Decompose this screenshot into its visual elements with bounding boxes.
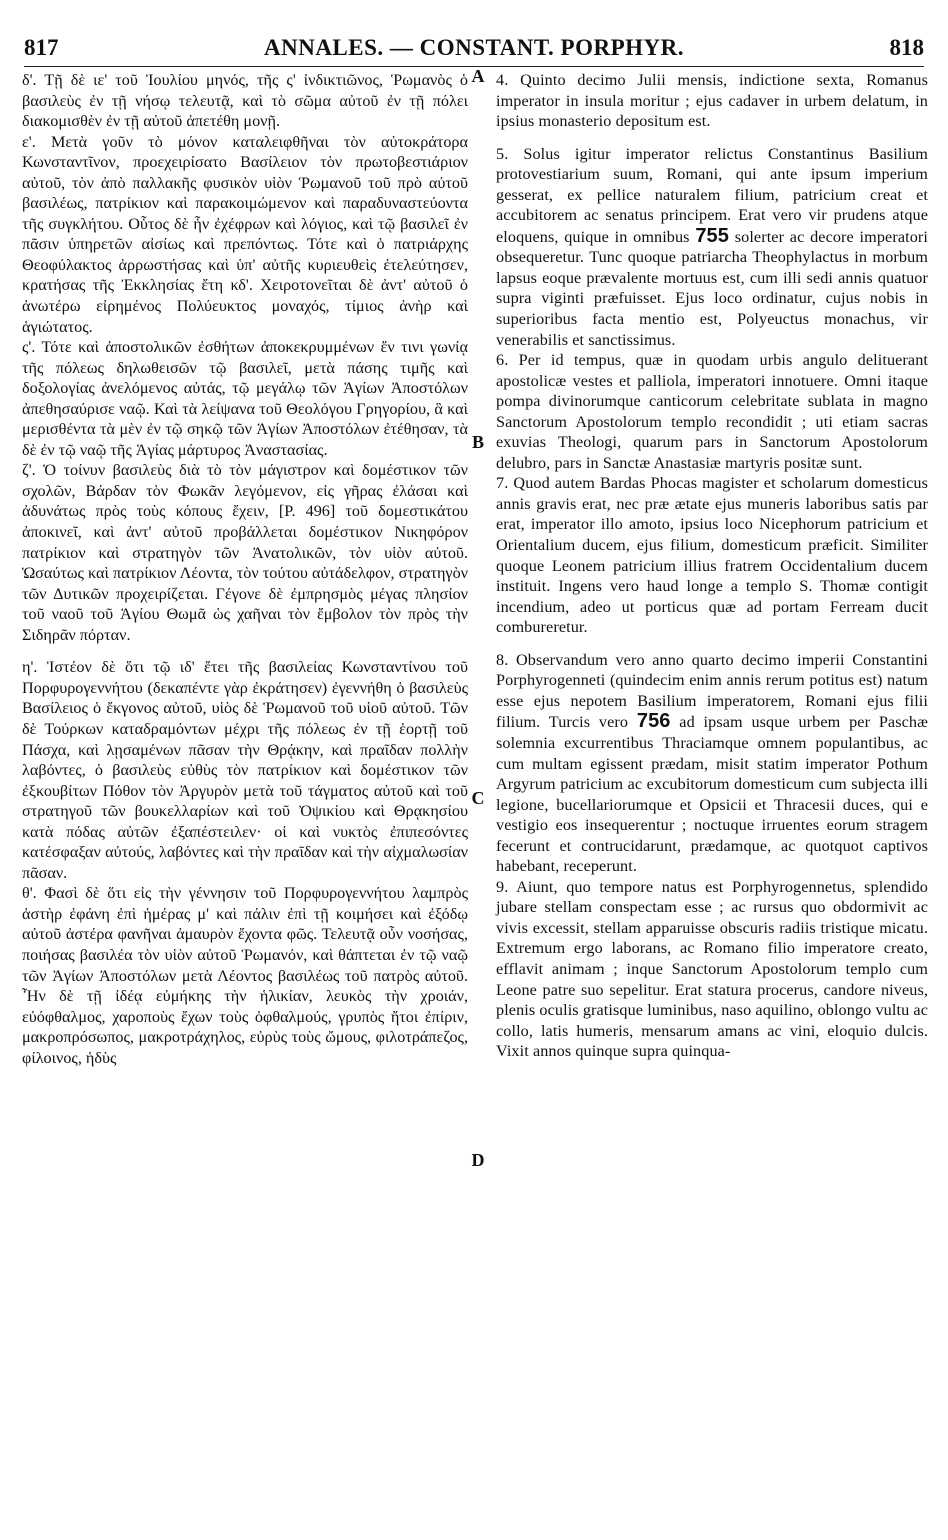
page-marker-756: 756 xyxy=(636,710,671,733)
greek-paragraph-9: θ'. Φασὶ δὲ ὅτι εἰς τὴν γέννησιν τοῦ Πορφυρογεννήτου λαμπρὸς ἀστὴρ ἐφάνη ἐπὶ ἡμέρας μ' καὶ πάλιν ἐπὶ τῇ κοιμήσει καὶ ἐξόδῳ αὐτοῦ ἀστέρα φανῆναι ἀμαυρὸν ἔχοντα φῶς. Τελευτᾷ οὖν νοσήσας, ποιήσας βασιλέα τὸν υἱὸν αὐτοῦ Ῥωμανόν, καὶ θάπτεται ἐν τῷ ναῷ τῶν Ἁγίων Ἀποστόλων μετὰ Λέοντος βασιλέως τοῦ πατρὸς αὐτοῦ. Ἦν δὲ τῇ ἰδέᾳ εὐμήκης τὴν ἡλικίαν, λευκὸς τὴν χροιάν, εὐόφθαλμος, χαροποὺς ἔχων τοὺς ὀφθαλμούς, γρυπὸς ἤτοι ἐπίριν, μακροπρόσωπος, μακροτράχηλος, εὐρὺς τοὺς ὤμους, φιλοτράπεζος, φίλοινος, ἡδὺς xyxy=(22,884,468,1067)
latin-paragraph-4: 4. Quinto decimo Julii mensis, indictione sexta, Romanus imperator in insula moritur ; ejus cadaver in urbem delatum, in ipsius monasterio depositum est. xyxy=(496,71,928,131)
greek-paragraph-4: δ'. Τῇ δὲ ιε' τοῦ Ἰουλίου μηνός, τῆς ς' ἰνδικτιῶνος, Ῥωμανὸς ὁ βασιλεὺς ἐν τῇ νήσῳ τελευτᾷ, καὶ τὸ σῶμα αὐτοῦ ἐν τῇ πόλει διακομισθὲν ἐν τῇ αὐτοῦ ἀπετέθη μονῇ. xyxy=(22,71,468,131)
latin-paragraph-6: 6. Per id tempus, quæ in quodam urbis angulo delituerant apostolicæ vestes et palliola, imperatori innotuere. Omni itaque pompa divinorumque canticorum celebritate sublata in magno Sanctorum Apostolorum templo recondidit ; uti etiam sacras exuvias Theologi, quarum pars in Sanctorum Apostolorum delubro, pars in Sanctæ Anastasiæ martyris positæ sunt. xyxy=(496,351,928,472)
latin-column xyxy=(496,70,928,1528)
latin-paragraph-9: 9. Aiunt, quo tempore natus est Porphyrogennetus, splendido jubare stellam conspectam esse ; ac rursus quo obdormivit ac vivis excessit, stellam apparuisse obscuris radiis tristique micatu. Extremum ergo laborans, ac Romano filio imperatore creato, efflavit animam ; inque Sanctorum Apostolorum templo cum Leone patre suo sepelitur. Erat statura procerus, candore niveus, plenis oculis gratisque luminibus, naso aquilino, oblongo vultu ac collo, latis humeris, mensarum amans ac vini, eloquio dulcis. Vixit annos quinque supra quinqua- xyxy=(496,877,928,1061)
margin-letter-b: B xyxy=(471,432,484,452)
page-marker-755: 755 xyxy=(695,224,729,247)
latin-paragraph-5-text: 5. Solus igitur imperator relictus Constantinus Basilium protovestiarium suum, Romani, qui ante ipsum imperium gesserat, ex pellice naturalem filium, patricium creat et accubitorem ac senatus principem. Erat vero vir prudens atque eloquens, quique in omnibus xyxy=(496,144,928,246)
running-title: ANNALES. — CONSTANT. PORPHYR. xyxy=(263,35,684,60)
latin-paragraph-8-text: 8. Observandum vero anno quarto decimo imperii Constantini Porphyrogenneti (quindecim enim annis rerum potitus est) natum esse ejus nepotem Basilium imperatorem, Romani ejus filii filium. Turcis vero xyxy=(496,650,928,732)
greek-paragraph-5: ε'. Μετὰ γοῦν τὸ μόνον καταλειφθῆναι τὸν αὐτοκράτορα Κωνσταντῖνον, προεχειρίσατο Βασίλειον τὸν πρωτοβεστιάριον αὐτοῦ, τὸν ἀπὸ παλλακῆς φυσικὸν υἱὸν Ῥωμανοῦ τοῦ πρὸ αὐτοῦ βασιλέως, πατρίκιον καὶ παρακοιμώμενον καὶ παραδυναστεύοντα τῆς συγκλήτου. Οὗτος δὲ ἦν ἐχέφρων καὶ λόγιος, καὶ τῷ βασιλεῖ ἐν πᾶσιν ὑπηρετῶν αἰσίως καὶ πρεπόντως. Τότε καὶ ὁ πατριάρχης Θεοφύλακτος ἀρρωστήσας καὶ ὑπ' αὐτῆς κυριευθεὶς ἐτελεύτησεν, κρατήσας τῆς Ἐκκλησίας ἔτη κδ'. Χειροτονεῖται δὲ ἀντ' αὐτοῦ ὁ ἀνωτέρω εἰρημένος Πολύευκτος μοναχός, τίμιος ἀνὴρ καὶ ἁγιώτατος. xyxy=(22,132,468,336)
latin-paragraph-8 xyxy=(496,650,928,877)
running-header xyxy=(24,30,924,67)
latin-paragraph-5-cont: solerter ac decore imperatori obsequeretur. Tunc quoque patriarcha Theophylactus in morbum lapsus eoque prævalente mortuus est, cum illi sedi annis quatuor supra viginti præfuisset. Ejus loco ordinatur, cujus nobis in superioribus facta mentio est, Polyeuctus monachus, vir venerabilis et sanctissimus. xyxy=(496,227,928,349)
left-page-number: 817 xyxy=(24,35,59,60)
latin-paragraph-5 xyxy=(496,144,928,350)
right-page-number: 818 xyxy=(889,35,924,60)
margin-letter-d: D xyxy=(471,1150,485,1170)
greek-column xyxy=(22,70,468,1528)
margin-letter-a: A xyxy=(471,66,485,86)
greek-paragraph-8: η'. Ἰστέον δὲ ὅτι τῷ ιδ' ἔτει τῆς βασιλείας Κωνσταντίνου τοῦ Πορφυρογεννήτου (δεκαπέντε γὰρ ἐκράτησεν) ἐγεννήθη ὁ βασιλεὺς Βασίλειος ὁ ἔκγονος αὐτοῦ, υἱὸς δὲ Ῥωμανοῦ τοῦ υἱοῦ αὐτοῦ. Τῶν δὲ Τούρκων καταδραμόντων μέχρι τῆς πόλεως ἐν τῇ ἑορτῇ τοῦ Πάσχα, καὶ λῃσαμένων πᾶσαν τὴν Θρᾴκην, καὶ πραῖδαν πολλὴν λαβόντες, ὁ βασιλεὺς εὐθὺς τὸν πατρίκιον καὶ δομέστικον τῶν ἐξκουβίτων Πόθον τὸν Ἀργυρὸν μετὰ τοῦ τάγματος αὐτοῦ καὶ τοῦ στρατηγοῦ τῶν βουκελλαρίων καὶ τοῦ Ὀψικίου καὶ Θρᾳκησίου κατὰ πόδας αὐτῶν ἐξαπέστειλεν· οἱ καὶ νυκτὸς ἐπιπεσόντες κατέσφαξαν αὐτούς, λαβόντες καὶ τὴν πραῖδαν καὶ τὴν αἰχμαλωσίαν πᾶσαν. xyxy=(22,658,468,882)
margin-letter-c: C xyxy=(471,788,485,808)
greek-paragraph-7: ζ'. Ὁ τοίνυν βασιλεὺς διὰ τὸ τὸν μάγιστρον καὶ δομέστικον τῶν σχολῶν, Βάρδαν τὸν Φωκᾶν λεγόμενον, εἰς γῆρας ἐλάσαι καὶ ἀδυνάτως πρὸς τοὺς κόπους ἔχειν, [P. 496] τοῦ δομεστικάτου ἀποκινεῖ, καὶ ἀντ' αὐτοῦ προβάλλεται δομέστικον Νικηφόρον πατρίκιον καὶ στρατηγὸν τῶν Ἀνατολικῶν, τὸν υἱὸν αὐτοῦ. Ὡσαύτως καὶ πατρίκιον Λέοντα, τὸν τούτου αὐτάδελφον, στρατηγὸν τῶν Δυτικῶν προχειρίζεται. Γέγονε δὲ ἐμπρησμὸς μέγας πλησίον τοῦ ναοῦ τοῦ Ἁγίου Θωμᾶ ὡς χαῆναι τὸν ἔμβολον τὸν πρὸς τὴν Σιδηρᾶν πόρταν. xyxy=(22,461,468,644)
latin-paragraph-7: 7. Quod autem Bardas Phocas magister et scholarum domesticus annis gravis erat, nec præ ætate ejus muneris laboribus satis par erat, imperator illo amoto, ipsius loco Nicephorum patricium et Orientalium ducem, ejus filium, domesticum præficit. Similiter quoque Leonem patricium illius fratrem Occidentalium ducem instituit. Ingens vero haud longe a templo S. Thomæ contigit incendium, adeo ut porticus quæ ad portam Ferream ducit combureretur. xyxy=(496,474,928,637)
greek-paragraph-6: ς'. Τότε καὶ ἀποστολικῶν ἐσθήτων ἀποκεκρυμμένων ἔν τινι γωνίᾳ τῆς πόλεως δηλωθεισῶν τῷ βασιλεῖ, μετὰ πάσης τιμῆς καὶ δοξολογίας ἀνελόμενος αὐτάς, τῷ μεγάλῳ τῶν Ἁγίων Ἀποστόλων ἀπεθησαύρισε ναῷ. Καὶ τὰ λείψανα τοῦ Θεολόγου Γρηγορίου, ἃ καὶ μερισθέντα τὰ μὲν ἐν τῷ σηκῷ τῶν Ἁγίων Ἀποστόλων ἐτέθησαν, τὰ δὲ ἐν τῷ ναῷ τῆς Ἁγίας μάρτυρος Ἀναστασίας. xyxy=(22,338,468,459)
latin-paragraph-8-cont: ad ipsam usque urbem per Paschæ solemnia excurrentibus Thraciamque omnem populantibus, ac cum multam egissent prædam, misit statim imperator Pothum Argyrum patricium ac excubitorum domesticum cum subjecta illi legione, bucellariorumque et Opsicii et Thracesii duces, qui e vestigio eos insequerentur ; noctuque irruentes eorum stragem fecerunt et contrucidarunt, prædamque, ac quotquot captivos habebant, receperunt. xyxy=(496,713,928,876)
